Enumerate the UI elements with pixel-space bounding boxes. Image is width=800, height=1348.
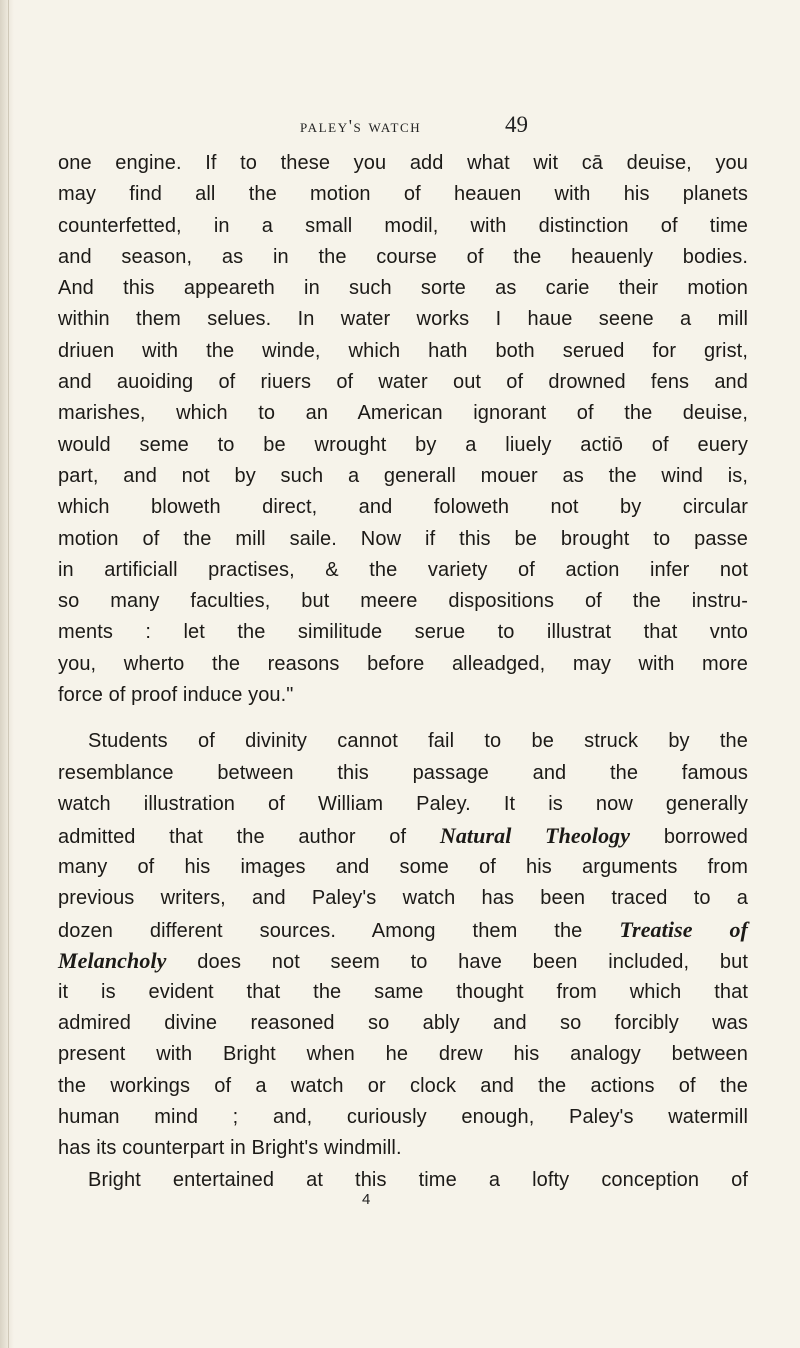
paragraph-1 — [58, 148, 748, 711]
text-line: force of proof induce you." — [58, 684, 294, 707]
text-line: ments : let the similitude serue to illustrat that vnto — [58, 621, 748, 644]
text-line: And this appeareth in such sorte as carie their motion — [58, 277, 748, 300]
running-title: paley's watch — [300, 116, 422, 136]
paragraph-spacing — [58, 711, 748, 726]
text-line: one engine. If to these you add what wit cā deuise, you — [58, 152, 748, 174]
page-binding-edge — [8, 0, 9, 1348]
text-line: Students of divinity cannot fail to be struck by the — [88, 730, 748, 753]
text-line: Bright entertained at this time a lofty conception of — [88, 1168, 748, 1191]
page-body-text — [58, 148, 748, 1196]
text-line: marishes, which to an American ignorant of the deuise, — [58, 402, 748, 425]
page-number: 49 — [505, 112, 528, 137]
text-line: the workings of a watch or clock and the actions of the — [58, 1074, 748, 1097]
text-segment: borrowed — [663, 826, 748, 849]
text-line: driuen with the winde, which hath both serued for grist, — [58, 339, 748, 362]
text-line: has its counterpart in Bright's windmill. — [58, 1137, 402, 1160]
text-line: previous writers, and Paley's watch has been traced to a — [58, 886, 748, 909]
book-title-natural-theology: Natural Theology — [439, 823, 631, 849]
text-line: in artificiall practises, & the variety of action infer not — [58, 558, 748, 581]
text-line: which bloweth direct, and foloweth not by circular — [58, 496, 748, 519]
text-line: may find all the motion of heauen with his planets — [58, 183, 748, 206]
text-line: resemblance between this passage and the famous — [58, 761, 748, 784]
text-line: admired divine reasoned so ably and so forcibly was — [58, 1012, 748, 1035]
text-line: within them selues. In water works I haue seene a mill — [58, 308, 748, 331]
text-line: human mind ; and, curiously enough, Paley's watermill — [58, 1105, 748, 1128]
page-binding-shadow — [0, 0, 14, 1348]
paragraph-2 — [58, 726, 748, 1164]
text-line: so many faculties, but meere dispositions of the instru- — [58, 590, 748, 613]
text-line: and auoiding of riuers of water out of drowned fens and — [58, 371, 748, 394]
text-line: watch illustration of William Paley. It is now generally — [58, 792, 748, 815]
text-line: part, and not by such a generall mouer as the wind is, — [58, 464, 748, 487]
text-line: many of his images and some of his arguments from — [58, 855, 748, 878]
text-line: it is evident that the same thought from which that — [58, 980, 748, 1003]
signature-mark: 4 — [362, 1191, 371, 1208]
text-line: counterfetted, in a small modil, with distinction of time — [58, 214, 748, 237]
text-segment: admitted that the author of — [58, 826, 407, 849]
text-segment: dozen different sources. Among them the — [58, 920, 583, 943]
book-title-melancholy: Melancholy — [58, 948, 167, 974]
running-header — [0, 112, 800, 142]
text-line: motion of the mill saile. Now if this be brought to passe — [58, 527, 748, 550]
text-line: and season, as in the course of the heauenly bodies. — [58, 245, 748, 268]
text-line: you, wherto the reasons before alleadged, may with more — [58, 652, 748, 675]
text-line-with-title — [58, 945, 748, 976]
text-line-with-title — [58, 820, 748, 851]
text-line: would seme to be wrought by a liuely actiō of euery — [58, 433, 748, 456]
text-segment: does not seem to have been included, but — [197, 951, 748, 974]
text-line: present with Bright when he drew his analogy between — [58, 1043, 748, 1066]
paragraph-3 — [58, 1165, 748, 1196]
book-title-treatise: Treatise of — [619, 917, 748, 943]
text-line-with-title — [58, 914, 748, 945]
